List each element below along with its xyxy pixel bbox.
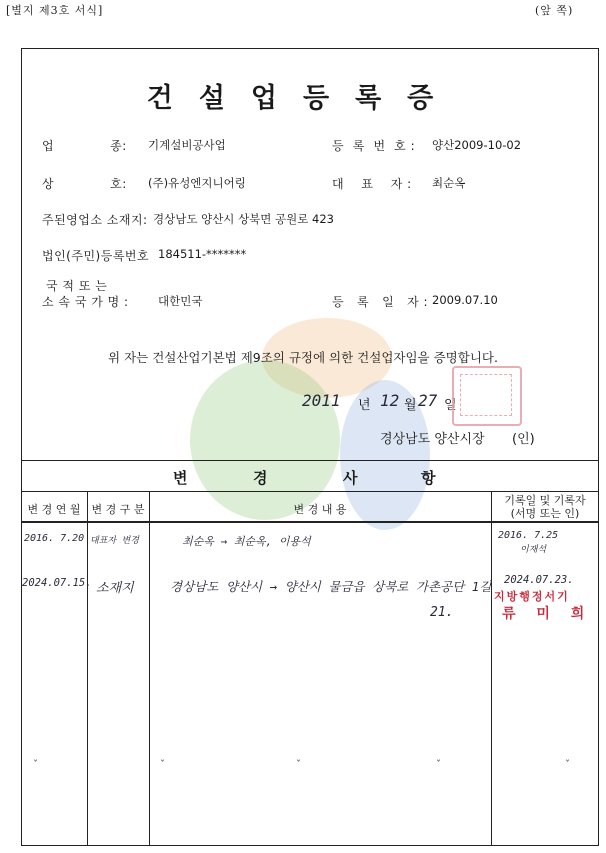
col-record [491,492,599,522]
row1-content: 최순옥 → 최순옥, 이용석 [182,535,311,548]
row2-record-date: 2024.07.23. [504,574,574,586]
col-divider-1 [87,492,88,846]
row1-recorder: 이재석 [520,545,547,555]
issue-month-label: 월 [404,398,417,413]
trade-name-label: 상 호: [42,177,127,191]
row1-record-date: 2016. 7.25 [498,530,559,541]
issue-day-label: 일 [444,398,457,413]
col-change-category: 변 경 구 분 [87,492,149,522]
col-record-line2: (서명 또는 인) [510,507,580,520]
changes-heading-char-4: 항 [421,469,436,487]
registration-no-label: 등 록 번 호 : [332,139,416,153]
nationality-value: 대한민국 [158,294,203,308]
main-office-value: 경상남도 양산시 상북면 공원로 423 [153,212,334,226]
corp-reg-no-value: 184511-******* [158,247,247,261]
col-divider-3 [491,492,492,846]
col-header-rule [21,522,599,523]
row2-recorder-name: 류 미 희 [502,606,593,622]
changes-heading-char-1: 변 [173,469,188,487]
form-number: [별지 제3호 서식] [6,4,104,17]
registration-no-value: 양산2009-10-02 [432,138,522,152]
row1-date: 2016. 7.20 [24,533,85,544]
row1-category: 대표자 변경 [90,536,139,546]
representative-label: 대 표 자 : [332,177,412,191]
col-change-date: 변 경 연 월 [21,492,87,522]
issue-year: 2011 [302,391,341,410]
registration-date-value: 2009.07.10 [432,293,498,307]
col-divider-2 [149,492,150,846]
ink-mark: ˇ [565,760,570,771]
ink-mark: ˇ [33,760,38,771]
issuer-seal-label: (인) [512,432,535,447]
issue-day: 27 [418,391,438,410]
official-seal [452,366,522,426]
col-change-content: 변 경 내 용 [149,492,491,522]
row2-recorder-title: 지방행정서기 [494,590,570,603]
declaration-text: 위 자는 건설산업기본법 제9조의 규정에 의한 건설업자임을 증명합니다. [108,350,498,365]
main-office-label: 주된영업소 소재지: [42,213,148,227]
ink-mark: ˇ [160,760,165,771]
representative-value: 최순옥 [432,176,466,190]
ink-mark: ˇ [296,760,301,771]
ink-mark: ˇ [436,760,441,771]
trade-name-value: (주)유성엔지니어링 [148,176,246,190]
issue-month: 12 [380,391,400,410]
row2-content: 경상남도 양산시 → 양산시 물금읍 상북로 가촌공단 1길 [170,579,492,594]
row2-content-line2: 21. [430,605,454,620]
nationality-label: 소 속 국 가 명 : [42,295,129,309]
changes-heading-char-2: 경 [253,469,268,487]
changes-heading-char-3: 사 [343,469,358,487]
business-type-value: 기계설비공사업 [148,138,226,152]
official-seal-inner [460,374,512,416]
corp-reg-no-label: 법인(주민)등록번호 [42,249,150,263]
row2-category: 소재지 [96,581,134,596]
row2-date: 2024.07.15. [22,577,92,589]
registration-date-label: 등 록 일 자 : [332,295,429,309]
page-side: (앞 쪽) [535,4,574,17]
certificate-title: 건설업등록증 [146,83,460,114]
col-record-line1: 기록일 및 기록자 [504,494,586,507]
issuer-name: 경상남도 양산시장 [380,432,485,447]
business-type-label: 업 종: [42,139,127,153]
nationality-label-line1: 국 적 또 는 [46,279,108,293]
issue-year-label: 년 [358,398,371,413]
changes-heading-bar [21,460,599,492]
